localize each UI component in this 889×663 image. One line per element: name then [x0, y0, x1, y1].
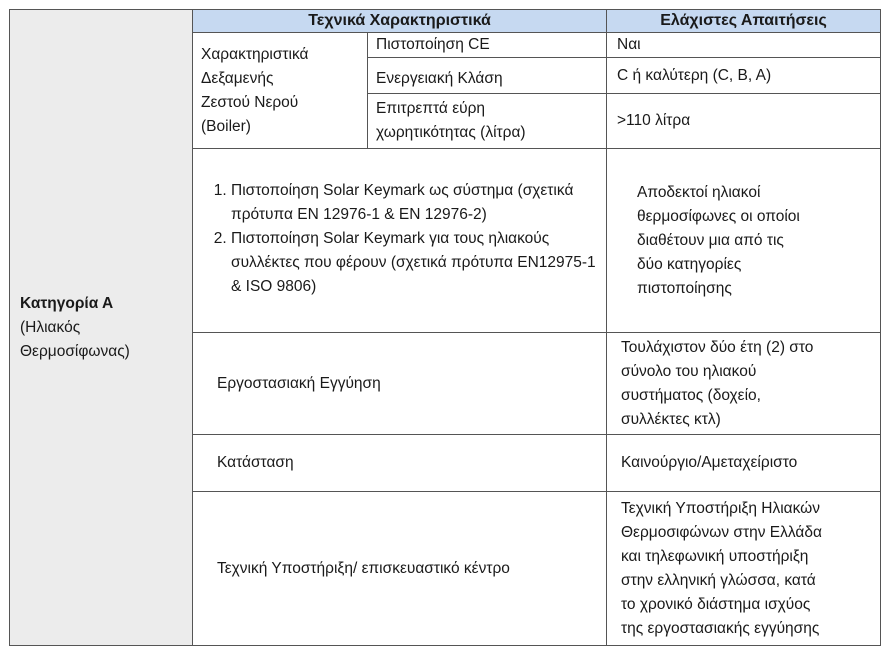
support-req-4: στην ελληνική γλώσσα, κατά — [621, 571, 816, 589]
category-desc-2: Θερμοσίφωνας) — [20, 342, 130, 360]
cert-req-4: δύο κατηγορίες — [637, 255, 742, 273]
category-desc-1: (Ηλιακός — [20, 318, 81, 336]
warranty-req-1: Τουλάχιστον δύο έτη (2) στο — [621, 338, 814, 356]
cert-req-2: θερμοσίφωνες οι οποίοι — [637, 207, 800, 225]
support-req-3: και τηλεφωνική υποστήριξη — [621, 547, 809, 565]
cert-req-1: Αποδεκτοί ηλιακοί — [637, 183, 761, 201]
req-capacity: >110 λίτρα — [607, 94, 881, 149]
min-requirements-header: Ελάχιστες Απαιτήσεις — [607, 10, 881, 33]
support-req-1: Τεχνική Υποστήριξη Ηλιακών — [621, 499, 821, 517]
certification-item-2: 2. Πιστοποίηση Solar Keymark για τους ηλιακούς συλλέκτες που φέρουν (σχετικά πρότυπα ΕΝ12975-1 & ISO 9806) — [231, 227, 598, 299]
spec-capacity-cell — [368, 94, 607, 149]
certification-req-cell — [607, 149, 881, 333]
spec-capacity-2: χωρητικότητας (λίτρα) — [376, 124, 526, 141]
header-row — [10, 10, 881, 33]
warranty-req-4: συλλέκτες κτλ) — [621, 410, 721, 428]
support-req-2: Θερμοσιφώνων στην Ελλάδα — [621, 523, 822, 541]
warranty-req-3: συστήματος (δοχείο, — [621, 386, 761, 404]
boiler-label-1: Χαρακτηριστικά — [201, 45, 309, 63]
req-energy-class: C ή καλύτερη (C, B, A) — [607, 58, 881, 94]
certification-item-1: 1. Πιστοποίηση Solar Keymark ως σύστημα (σχετικά πρότυπα ΕΝ 12976-1 & ΕΝ 12976-2) — [231, 179, 598, 227]
condition-req: Καινούργιο/Αμεταχείριστο — [607, 435, 881, 492]
req-ce: Ναι — [607, 33, 881, 58]
support-req-5: το χρονικό διάστημα ισχύος — [621, 595, 811, 613]
category-name: Κατηγορία Α — [20, 294, 114, 312]
support-spec: Τεχνική Υποστήριξη/ επισκευαστικό κέντρο — [193, 492, 607, 646]
certification-cell — [193, 149, 607, 333]
support-req-cell — [607, 492, 881, 646]
cert-req-3: διαθέτουν μια από τις — [637, 231, 784, 249]
requirements-table — [9, 9, 881, 646]
boiler-label-2: Δεξαμενής — [201, 69, 274, 87]
boiler-label-3: Ζεστού Νερού — [201, 93, 299, 111]
warranty-spec: Εργοστασιακή Εγγύηση — [193, 333, 607, 435]
support-req-6: της εργοστασιακής εγγύησης — [621, 619, 820, 637]
spec-energy-class: Ενεργειακή Κλάση — [368, 58, 607, 94]
cert-req-5: πιστοποίησης — [637, 279, 732, 297]
spec-capacity-1: Επιτρεπτά εύρη — [376, 100, 486, 117]
warranty-req-cell — [607, 333, 881, 435]
boiler-label-cell — [193, 33, 368, 149]
category-cell — [10, 10, 193, 646]
condition-spec: Κατάσταση — [193, 435, 607, 492]
certification-list — [193, 179, 598, 299]
warranty-req-2: σύνολο του ηλιακού — [621, 362, 757, 380]
spec-ce: Πιστοποίηση CE — [368, 33, 607, 58]
tech-specs-header: Τεχνικά Χαρακτηριστικά — [193, 10, 607, 33]
boiler-label-4: (Boiler) — [201, 117, 251, 135]
